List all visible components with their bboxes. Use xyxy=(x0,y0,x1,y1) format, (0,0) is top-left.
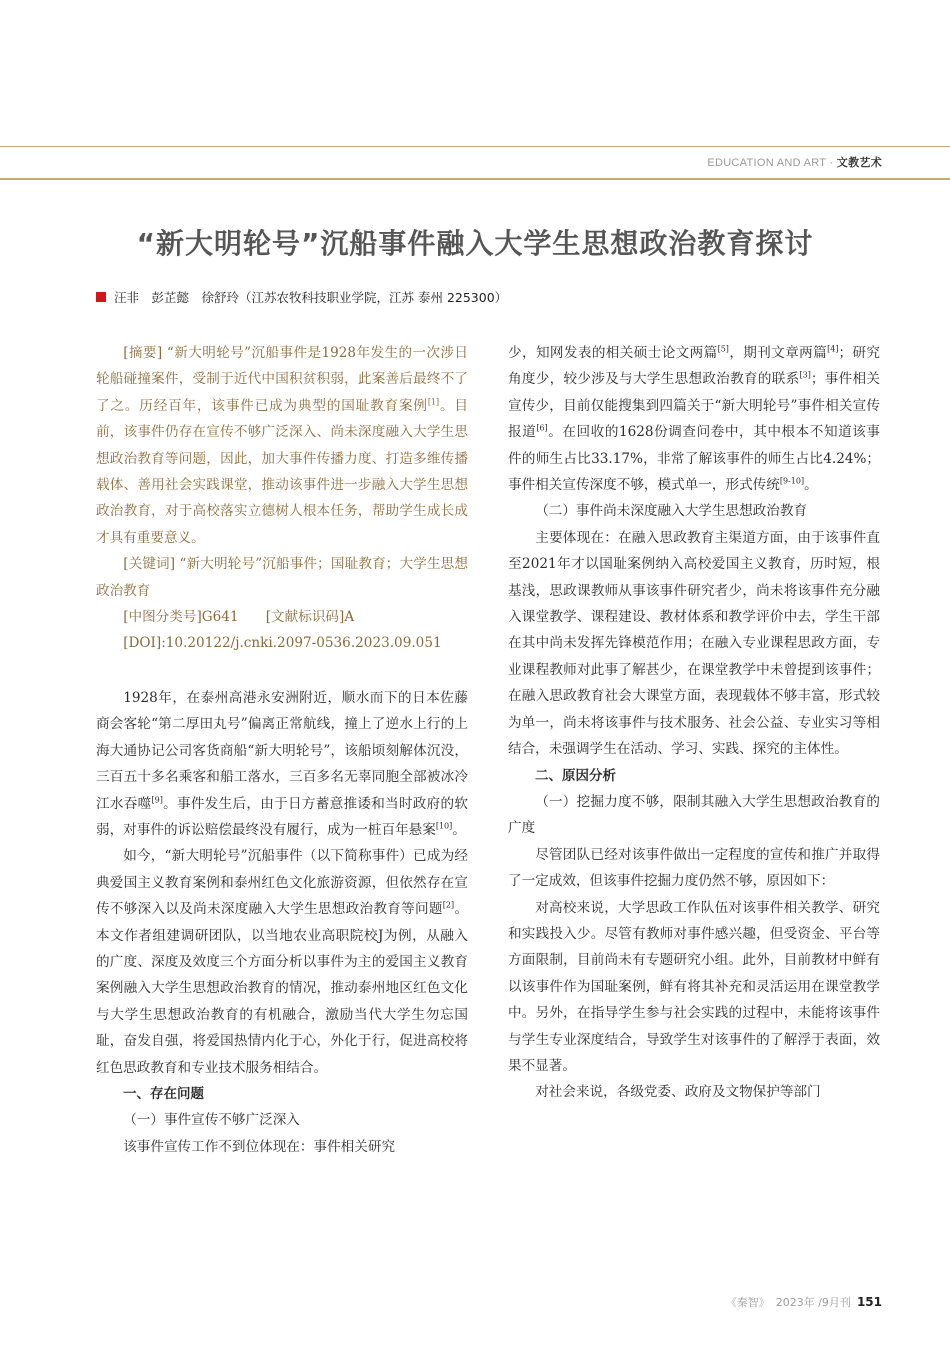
ref-mark: [9-10] xyxy=(779,476,805,486)
classification: [中图分类号]G641 [文献标识码]A xyxy=(123,609,355,626)
section-zh: 文教艺术 xyxy=(836,157,882,169)
page-number: 151 xyxy=(856,1295,882,1309)
journal-name: 《秦智》 xyxy=(725,1296,770,1309)
left-column xyxy=(96,340,468,1160)
subsection-heading: （二）事件尚未深度融入大学生思想政治教育 xyxy=(535,503,808,520)
red-square-marker xyxy=(96,292,106,302)
ref-mark: [6] xyxy=(536,423,548,433)
header-rule xyxy=(0,178,950,180)
ref-mark: [9] xyxy=(151,794,163,804)
paragraph: 尽管团队已经对该事件做出一定程度的宣传和推广并取得了一定成效，但该事件挖掘力度仍然不够，原因如下： xyxy=(508,846,880,890)
right-column xyxy=(508,340,880,1106)
authors: 汪非 彭芷懿 徐舒玲（江苏农牧科技职业学院，江苏 泰州 225300） xyxy=(114,290,508,305)
ref-mark: [2] xyxy=(442,900,455,910)
paragraph: 少，知网发表的相关硕士论文两篇[5]，期刊文章两篇[4]；研究角度少，较少涉及与大学生思想政治教育的联系[3]；事件相关宣传少，目前仅能搜集到四篇关于“新大明轮号”事件相关宣传报道[6]。在回收的1628份调查问卷中，其中根本不知道该事件的师生占比33.17%，非常了解该事件的师生占比4.24%；事件相关宣传深度不够，模式单一，形式传统[9-10]。 xyxy=(508,344,881,494)
paragraph: 如今，“新大明轮号”沉船事件（以下简称事件）已成为经典爱国主义教育案例和泰州红色文化旅游资源，但依然存在宣传不够深入以及尚未深度融入大学生思想政治教育等问题[2]。本文作者组建调研团队，以当地农业高职院校J为例，从融入的广度、深度及效度三个方面分析以事件为主的爱国主义教育案例融入大学生思想政治教育的情况，推动泰州地区红色文化与大学生思想政治教育的有机融合，激励当代大学生勿忘国耻，奋发自强，将爱国热情内化于心，外化于行，促进高校将红色思政教育和专业技术服务相结合。 xyxy=(96,848,469,1076)
paragraph: 1928年，在泰州高港永安洲附近，顺水而下的日本佐藤商会客轮“第二厚田丸号”偏离正常航线，撞上了逆水上行的上海大通协记公司客货商船“新大明轮号”，该船顷刻解体沉没，三百五十多名乘客和船工落水，三百多名无辜同胞全部被冰冷江水吞噬[9]。事件发生后，由于日方蓄意推诿和当时政府的软弱，对事件的诉讼赔偿最终没有履行，成为一桩百年悬案[10]。 xyxy=(96,689,469,838)
paragraph: 该事件宣传工作不到位体现在：事件相关研究 xyxy=(123,1138,396,1155)
section-en: EDUCATION AND ART xyxy=(707,157,827,169)
ref-mark: [10] xyxy=(435,821,453,831)
ref-mark: [4] xyxy=(827,344,839,354)
section-heading: 二、原因分析 xyxy=(535,767,616,784)
top-rule xyxy=(0,146,950,147)
issue-date: 2023年 /9月刊 xyxy=(775,1296,851,1309)
paragraph: 对社会来说，各级党委、政府及文物保护等部门 xyxy=(535,1084,821,1101)
paragraph: 主要体现在：在融入思政教育主渠道方面，由于该事件直至2021年才以国耻案例纳入高校爱国主义教育，历时短，根基浅，思政课教师从事该事件研究者少，尚未将该事件充分融入课堂教学、课程建设、教材体系和教学评价中去，学生干部在其中尚未发挥先锋模范作用；在融入专业课程思政方面，专业课程教师对此事了解甚少，在课堂教学中未曾提到该事件；在融入思政教育社会大课堂方面，表现载体不够丰富，形式较为单一，尚未将该事件与技术服务、社会公益、专业实习等相结合，未强调学生在活动、学习、实践、探究的主体性。 xyxy=(508,529,880,758)
abstract-block xyxy=(96,340,468,657)
ref-mark: [1] xyxy=(427,397,440,407)
doi: [DOI]:10.20122/j.cnki.2097-0536.2023.09.051 xyxy=(123,635,442,652)
article-title: “新大明轮号”沉船事件融入大学生思想政治教育探讨 xyxy=(136,227,814,260)
keywords: [关键词] “新大明轮号”沉船事件；国耻教育；大学生思想政治教育 xyxy=(96,556,468,599)
ref-mark: [3] xyxy=(799,370,811,380)
page-footer xyxy=(726,1294,882,1310)
author-line xyxy=(96,288,507,306)
subsection-heading: （一）挖掘力度不够，限制其融入大学生思想政治教育的广度 xyxy=(508,793,880,837)
paragraph: 对高校来说，大学思政工作队伍对该事件相关教学、研究和实践投入少。尽管有教师对事件感兴趣，但受资金、平台等方面限制，目前尚未有专题研究小组。此外，目前教材中鲜有以该事件作为国耻案例，鲜有将其补充和灵活运用在课堂教学中。另外，在指导学生参与社会实践的过程中，未能将该事件与学生专业深度结合，导致学生对该事件的了解浮于表面，效果不显著。 xyxy=(508,899,880,1074)
abstract-part2: 。目前，该事件仍存在宣传不够广泛深入、尚未深度融入大学生思想政治教育等问题，因此，加大事件传播力度、打造多维传播载体、善用社会实践课堂，推动该事件进一步融入大学生思想政治教育，对于高校落实立德树人根本任务，帮助学生成长成才具有重要意义。 xyxy=(96,397,469,546)
section-heading: 一、存在问题 xyxy=(123,1085,204,1102)
subsection-heading: （一）事件宣传不够广泛深入 xyxy=(123,1112,300,1129)
abstract-text xyxy=(96,340,468,551)
section-sep: · xyxy=(829,157,834,169)
ref-mark: [5] xyxy=(717,344,729,354)
section-header xyxy=(707,154,882,170)
abstract-part1: [摘要] “新大明轮号”沉船事件是1928年发生的一次涉日轮船碰撞案件，受制于近代中国积贫积弱，此案善后最终不了了之。历经百年，该事件已成为典型的国耻教育案例 xyxy=(96,345,468,414)
